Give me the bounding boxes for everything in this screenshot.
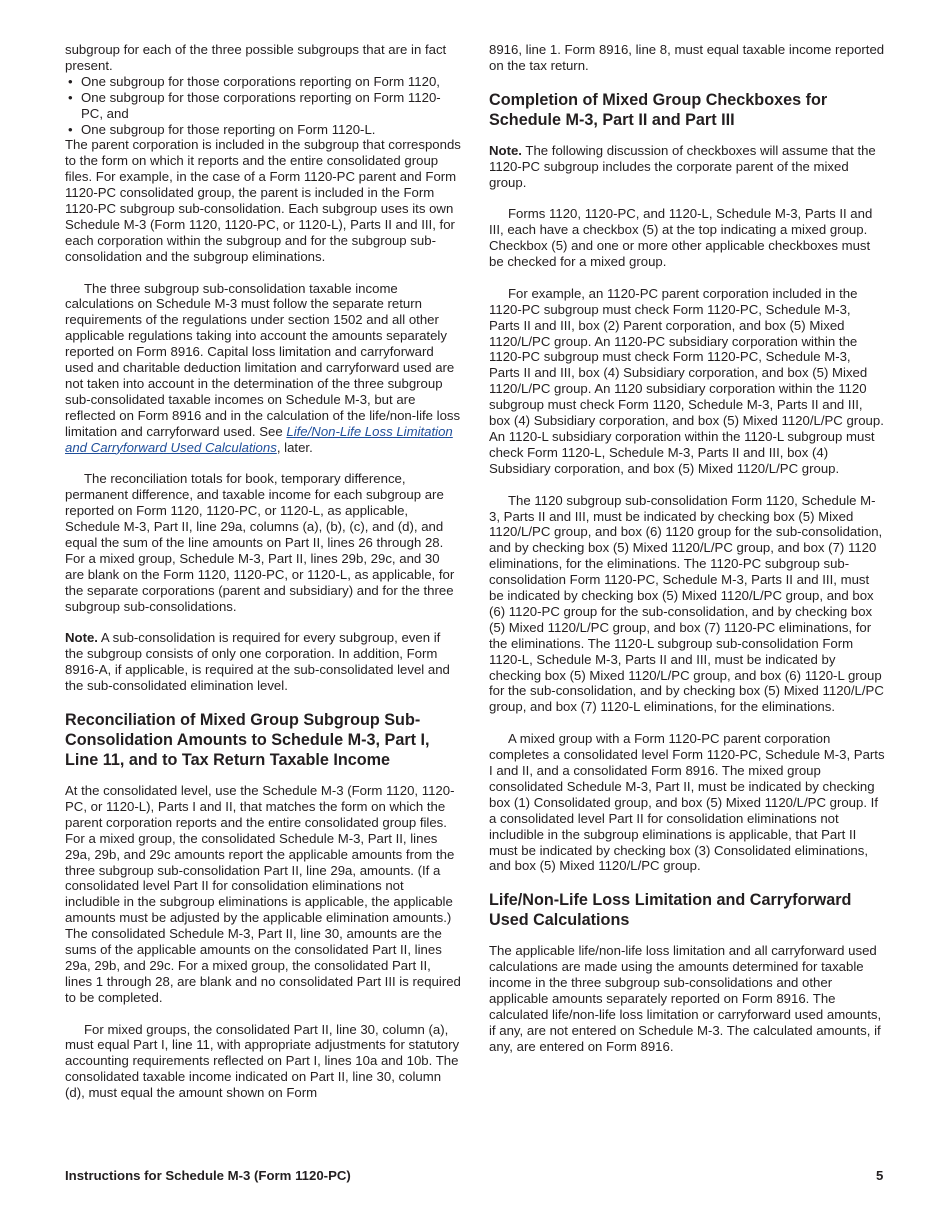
paragraph-three-text: The three subgroup sub-consolidation taxable income calculations on Schedule M-3 must follow the separate return requirements of the regulations under section 1502 and all other applicable regulations taking into account the amounts separately reported on Form 8916. Capital loss limitation and carryforward used and charitable deduction limitation and carryforward used are not taken into account in the determination of the three subgroup sub-consolidated taxable incomes on Schedule M-3, but are reflected on Form 8916 and in the calculation of the life/non-life loss limitation and carryforward used. See [65, 280, 461, 439]
paragraph-life-nonlife: The applicable life/non-life loss limitation and all carryforward used calculations are made using the amounts determined for taxable income in the three subgroup sub-consolidations and other applicable amounts separately reported on Form 8916. The calculated life/non-life loss limitation or carryforward used amounts, if any, are not entered on Schedule M-3. The calculated amounts, if any, are entered on Form 8916. [489, 943, 882, 1054]
paragraph-three-subgroup [65, 281, 461, 456]
right-column [489, 42, 885, 1055]
paragraph-example: For example, an 1120-PC parent corporation included in the 1120-PC subgroup must check Form 1120-PC, Schedule M-3, Parts II and III, box (2) Parent corporation, and box (5) Mixed 1120/L/PC group. An 1120-PC subsidiary corporation within the 1120-PC subgroup must check Form 1120-PC, Schedule M-3, Parts II and III, box (4) Subsidiary corporation, and box (5) Mixed 1120/L/PC group. An 1120 subsidiary corporation within the 1120 subgroup must check Form 1120, Schedule M-3, Parts II and III, box (4) Subsidiary corporation, and box (5) Mixed 1120/L/PC group. An 1120-L subsidiary corporation within the 1120-L subgroup must check Form 1120-L, Schedule M-3, Parts II and III, box (4) Subsidiary corporation, and box (5) Mixed 1120/L/PC group. [489, 285, 884, 476]
note-text: A sub-consolidation is required for every subgroup, even if the subgroup consists of only one corporation. In addition, Form 8916-A, if applicable, is required at the sub-consolidated level and the sub-consolidated elimination level. [65, 630, 450, 694]
page-number: 5 [876, 1168, 884, 1183]
paragraph-subgroup-checkboxes: The 1120 subgroup sub-consolidation Form 1120, Schedule M-3, Parts II and III, must be indicated by checking box (5) Mixed 1120/L/PC group, and box (6) 1120 group for the sub-consolidation, and by checking box (5) Mixed 1120/L/PC group, and box (7) 1120 eliminations, for the eliminations. The 1120-PC subgroup sub-consolidation Form 1120-PC, Schedule M-3, Parts II and III, must be indicated by checking box (5) Mixed 1120/L/PC group, and box (6) 1120-PC group for the sub-consolidation, and by checking box (5) Mixed 1120/L/PC group, and box (7) 1120-PC eliminations, for the eliminations. The 1120-L subgroup sub-consolidation Form 1120-L, Schedule M-3, Parts II and III, must be indicated by checking box (5) Mixed 1120/L/PC group, and box (6) 1120-L group for the sub-consolidation, and by checking box (5) Mixed 1120/L/PC group, and box (7) 1120-L eliminations, for the eliminations. [489, 492, 884, 715]
note-paragraph [65, 630, 461, 694]
paragraph-forms: Forms 1120, 1120-PC, and 1120-L, Schedule M-3, Parts II and III, each have a checkbox (5) at the top indicating a mixed group. Checkbox (5) and one or more other applicable checkboxes must be checked for a mixed group. [489, 206, 873, 270]
paragraph-parent: The parent corporation is included in the subgroup that corresponds to the form on which it reports and the entire consolidated group files. For example, in the case of a Form 1120-PC parent and Form 1120-PC consolidated group, the parent is included in the Form 1120-PC subgroup sub-consolidation. Each subgroup uses its own Schedule M-3 (Form 1120, 1120-PC, or 1120-L), Parts II and III, for each corporation within the subgroup and for the subgroup sub-consolidation and the subgroup eliminations. [65, 137, 461, 264]
paragraph-reconciliation: The reconciliation totals for book, temporary difference, permanent difference, and taxable income for each subgroup are reported on Form 1120, 1120-PC, or 1120-L, as applicable, Schedule M-3, Part II, line 29a, columns (a), (b), (c), and (d), and equal the sum of the line amounts on Part II, lines 26 through 28. For a mixed group, Schedule M-3, Part II, lines 29b, 29c, and 30 are blank on the Form 1120, 1120-PC, or 1120-L, as applicable, for the separate corporations (parent and subsidiary) and for the three subgroup sub-consolidations. [65, 471, 455, 614]
paragraph-consolidated: At the consolidated level, use the Schedule M-3 (Form 1120, 1120-PC, or 1120-L), Parts I and II, that matches the form on which the parent corporation reports and the entire consolidated group files. For a mixed group, the consolidated Schedule M-3, Part II, lines 29a, 29b, and 29c amounts report the applicable amounts from the three subgroup sub-consolidation Part II, line 29a, amounts. (If a consolidated level Part II for consolidation eliminations not includible in the subgroup eliminations is applicable, the applicable amounts must be adjusted by the applicable elimination amounts.) The consolidated Schedule M-3, Part II, line 30, amounts are the sums of the applicable amounts on the consolidated Part II, lines 29a, 29b, and 29c. For a mixed group, the consolidated Part II, lines 1 through 28, are blank and no consolidated Part III is required to be completed. [65, 783, 461, 1005]
note-label: Note. [489, 142, 522, 158]
list-item: • One subgroup for those corporations reporting on Form 1120, [65, 74, 461, 90]
footer-title: Instructions for Schedule M-3 (Form 1120-PC) [65, 1168, 351, 1183]
paragraph-continued: 8916, line 1. Form 8916, line 8, must equal taxable income reported on the tax return. [489, 42, 885, 73]
paragraph-parent-pc: A mixed group with a Form 1120-PC parent corporation completes a consolidated level Form 1120-PC, Schedule M-3, Parts I and II, and a consolidated Form 8916. The mixed group consolidated Schedule M-3, Part II, must be indicated by checking box (1) Consolidated group, and box (5) Mixed 1120/L/PC group. If a consolidated level Part II for consolidation eliminations not includible in the subgroup eliminations is applicable, that Part II must be indicated by checking box (3) Consolidated eliminations, and box (5) Mixed 1120/L/PC group. [489, 731, 885, 874]
paragraph-intro: subgroup for each of the three possible subgroups that are in fact present. [65, 42, 447, 73]
section-heading-reconciliation: Reconciliation of Mixed Group Subgroup Sub-Consolidation Amounts to Schedule M-3, Part I, Line 11, and to Tax Return Taxable Income [65, 711, 430, 769]
section-heading-life-nonlife: Life/Non-Life Loss Limitation and Carryforward Used Calculations [489, 891, 852, 930]
note-paragraph [489, 143, 885, 191]
subgroup-list [65, 74, 461, 138]
paragraph-three-tail: , later. [276, 439, 313, 455]
note-text: The following discussion of checkboxes will assume that the 1120-PC subgroup includes the corporate parent of the mixed group. [489, 142, 876, 190]
paragraph-mixed-groups: For mixed groups, the consolidated Part II, line 30, column (a), must equal Part I, line 11, with appropriate adjustments for statutory accounting requirements reflected on Part I, lines 10a and 10b. The consolidated taxable income indicated on Part II, line 30, column (d), must equal the amount shown on Form [65, 1021, 460, 1101]
list-item: • One subgroup for those reporting on Form 1120-L. [65, 122, 461, 138]
note-label: Note. [65, 630, 98, 646]
section-heading-checkboxes: Completion of Mixed Group Checkboxes for Schedule M-3, Part II and Part III [489, 90, 828, 129]
life-nonlife-link[interactable]: Life/Non-Life Loss Limitation and Carryforward Used Calculations [65, 423, 453, 455]
list-item: • One subgroup for those corporations reporting on Form 1120-PC, and [65, 90, 461, 122]
left-column [65, 42, 461, 1101]
